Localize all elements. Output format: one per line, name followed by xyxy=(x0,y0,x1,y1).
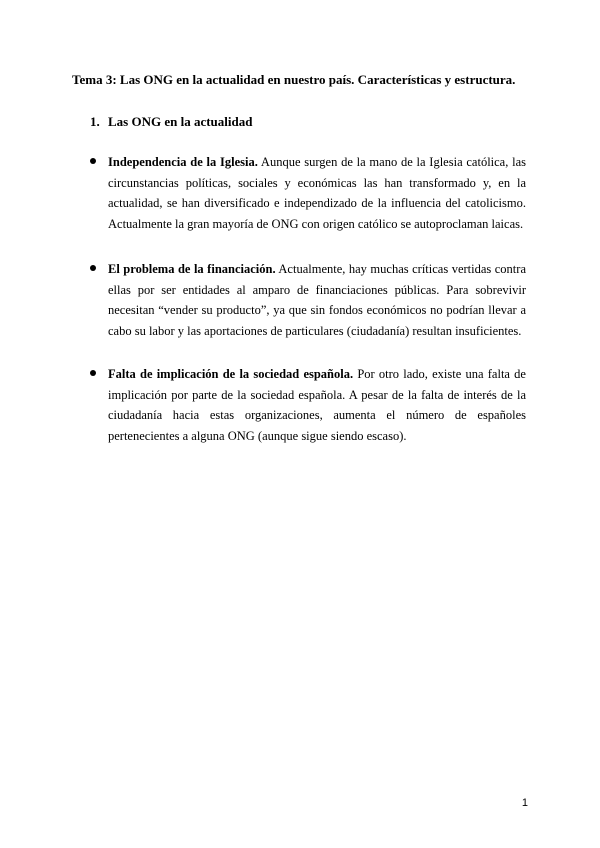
page-number: 1 xyxy=(521,797,528,809)
list-item xyxy=(90,152,526,234)
list-item xyxy=(90,259,526,341)
list-item xyxy=(90,364,526,446)
bullet-text: Por otro lado, existe una falta de implicación por parte de la sociedad española. A pesar de la falta de interés de la ciudadanía hacia estas organizaciones, aumenta el número de españoles pertenecientes a alguna ONG (aunque sigue siendo escaso). xyxy=(108,367,526,443)
section-number: 1. xyxy=(90,114,100,129)
bullet-text: Aunque surgen de la mano de la Iglesia católica, las circunstancias políticas, sociales y económicas las han transformado y, en la actualidad, se han diversificado e independizado de la influencia del catolicismo. Actualmente la gran mayoría de ONG con origen católico se autoproclaman laicas. xyxy=(108,155,527,231)
bullet-list-3 xyxy=(90,364,526,446)
bullet-lead: Falta de implicación de la sociedad española. xyxy=(108,367,354,381)
document-title: Tema 3: Las ONG en la actualidad en nuestro país. Características y estructura. xyxy=(72,72,516,87)
bullet-icon xyxy=(90,158,96,164)
bullet-lead: El problema de la financiación. xyxy=(108,262,276,276)
bullet-text: Actualmente, hay muchas críticas vertidas contra ellas por ser entidades al amparo de financiaciones públicas. Para sobrevivir necesitan “vender su producto”, ya que sin fondos económicos no podrían llevar a cabo su labor y las aportaciones de particulares (ciudadanía) resultan insuficientes. xyxy=(108,262,526,338)
bullet-lead: Independencia de la Iglesia. xyxy=(108,155,258,169)
section-heading xyxy=(90,112,252,132)
bullet-icon xyxy=(90,265,96,271)
bullet-list-1 xyxy=(90,152,526,234)
bullet-icon xyxy=(90,370,96,376)
bullet-list-2 xyxy=(90,259,526,341)
section-heading-text: Las ONG en la actualidad xyxy=(108,114,253,129)
